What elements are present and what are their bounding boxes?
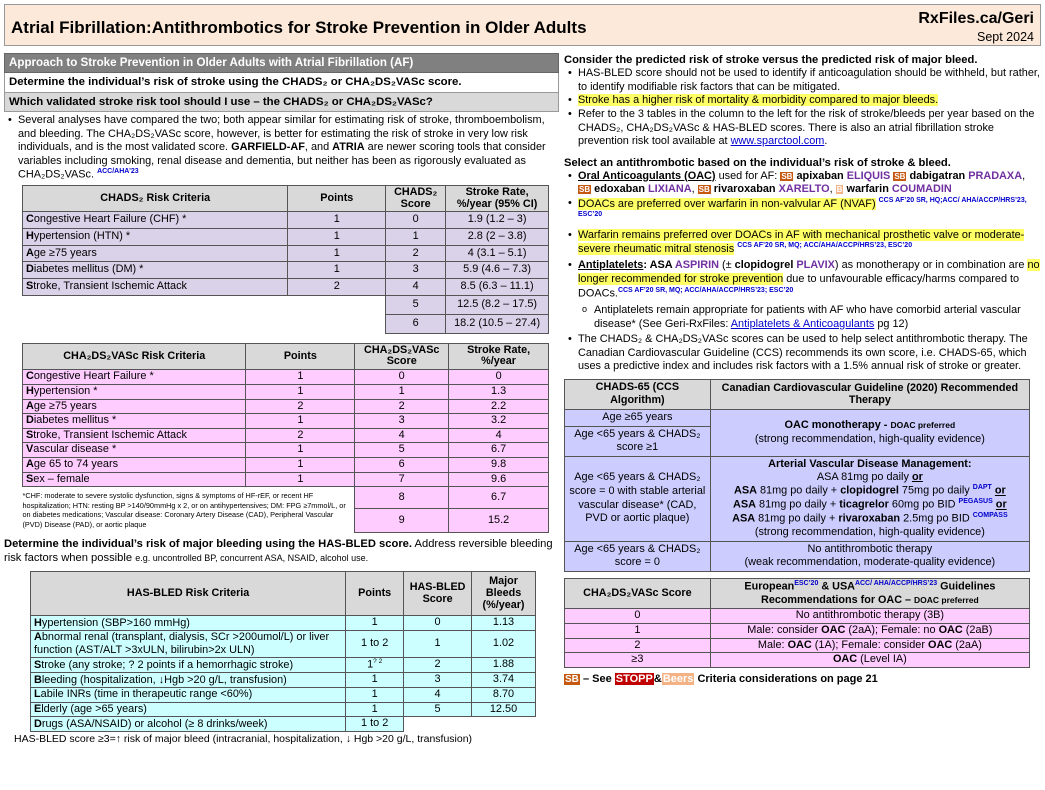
beers-badge: Beers: [662, 672, 694, 685]
table-row: [31, 658, 536, 673]
score-cell: 0: [355, 370, 449, 385]
stopp-badge: STOPP: [615, 672, 653, 685]
rate-cell: [472, 717, 536, 732]
chavasc-footnote: *CHF: moderate to severe systolic dysfunction, signs & symptoms of HF-rEF, or recent HF hospitalization; HTN: resting BP >140/90mmHg x 2, or on antihypertensives; DM: FPG ≥7mmol/L, or on diabetes medications; Vascular disease: Coronary Artery Disease (CAD), Peripheral Vascular (PVD) Disease (PAD), or aortic plaque: [23, 487, 355, 533]
rate-cell: 3.2: [449, 414, 549, 429]
ccs-oac-mono: OAC monotherapy - DOAC preferred (strong recommendation, high-quality evidence): [710, 409, 1029, 456]
antiplatelet-bullet: • Antiplatelets: ASA ASPIRIN (± clopidogrel PLAVIX) as monotherapy or in combination are no longer recommended for stroke prevention due to unfavourable efficacy/harms compared to DOACs.$^{CCS AF’20 SR, MQ; ACC/AHA/ACCP/HRS’23; ESC’20}$: [564, 259, 1041, 301]
hasbled-header-points: Points: [346, 572, 404, 616]
hasbled-note-bullet: • HAS-BLED score should not be used to identify if anticoagulation should be withheld, but rather, to identify modifiable risk factors that can be mitigated.: [564, 67, 1041, 94]
table-row: [565, 609, 1030, 624]
criteria-cell: Hypertension (SBP>160 mmHg): [31, 616, 346, 631]
table-row: [23, 262, 549, 279]
rate-cell: 1.9 (1.2 – 3): [446, 212, 549, 229]
rate-cell: 1.88: [472, 658, 536, 673]
points-cell: 1: [346, 688, 404, 703]
ccs-header-left: CHADS-65 (CCS Algorithm): [565, 380, 711, 410]
refer-tables-bullet: • Refer to the 3 tables in the column to the left for the risk of stroke/bleeds per year based on the CHADS₂, CHA₂DS₂VASc & HAS-BLED scores. There is also an atrial fibrillation stroke prevention risk tool available at www.sparctool.com.: [564, 108, 1041, 149]
right-column: [564, 53, 1041, 788]
points-cell: 1: [246, 443, 355, 458]
criteria-cell: Bleeding (hospitalization, ↓Hgb >20 g/L, transfusion): [31, 673, 346, 688]
rate-cell: 6.7: [449, 443, 549, 458]
points-cell: 1: [246, 384, 355, 399]
criteria-cell: Congestive Heart Failure (CHF) *: [23, 212, 288, 229]
points-cell: 1: [246, 458, 355, 473]
mortality-bullet: • Stroke has a higher risk of mortality & morbidity compared to major bleeds.: [564, 94, 1041, 108]
comparison-bullet: • Several analyses have compared the two; both appear similar for estimating risk of stroke, thromboembolism, and bleeding. The CHA₂DS₂VASc score, however, is better for estimating the risk of stroke in very low risk individuals, and is the most validated score. GARFIELD-AF, and ATRIA are newer scoring tools that consider variables including smoking, renal disease and dementia, but neither has been as rigorously evaluated as CHA₂DS₂VASc. $^{ACC/AHA’23}$: [4, 114, 559, 183]
page-title: Atrial Fibrillation:Antithrombotics for Stroke Prevention in Older Adults: [11, 18, 587, 37]
hasbled-table: [30, 571, 536, 732]
ccs-bullet: • The CHADS₂ & CHA₂DS₂VASc scores can be used to help select antithrombotic therapy. The Canadian Cardiovascular Guideline (CCS) recommends its own score, i.e. CHADS-65, which uses a predictive index and includes risk factors with a 1.5% annual risk of stroke or greater.: [564, 333, 1041, 374]
rate-cell: 4 (3.1 – 5.1): [446, 245, 549, 262]
ccs-no-antithrombotic: No antithrombotic therapy (weak recommendation, moderate-quality evidence): [710, 541, 1029, 571]
table-row: [23, 212, 549, 229]
chads2-header-score: CHADS₂ Score: [386, 185, 446, 212]
score-cell: 5: [386, 295, 446, 314]
score-cell: 9: [355, 509, 449, 533]
table-row: [23, 245, 549, 262]
chavasc-table: [22, 343, 549, 534]
score-cell: 1: [355, 384, 449, 399]
score-cell: 2: [386, 245, 446, 262]
empty-cell: [23, 314, 386, 333]
score-cell: 0: [404, 616, 472, 631]
points-cell: 1: [246, 472, 355, 487]
chavasc-header-rate: Stroke Rate, %/year: [449, 343, 549, 370]
rate-cell: 6.7: [449, 487, 549, 509]
recommendation-cell: Male: OAC (1A); Female: consider OAC (2aA): [710, 638, 1029, 653]
oac-bullet: • Oral Anticoagulants (OAC) used for AF: SB apixaban ELIQUIS SB dabigatran PRADAXA, SB edoxaban LIXIANA, SB rivaroxaban XARELTO, B warfarin COUMADIN: [564, 170, 1041, 197]
points-cell: 1 to 2: [346, 630, 404, 657]
chavasc-header-points: Points: [246, 343, 355, 370]
score-cell: 2: [355, 399, 449, 414]
score-cell: 3: [404, 673, 472, 688]
rate-cell: 9.8: [449, 458, 549, 473]
score-cell: 6: [355, 458, 449, 473]
score-cell: 8: [355, 487, 449, 509]
left-column: [4, 53, 559, 788]
ccs-age-lt65-1: Age <65 years & CHADS₂ score ≥1: [565, 426, 711, 456]
eu-header-left: CHA₂DS₂VASc Score: [565, 578, 711, 609]
points-cell: 1: [288, 245, 386, 262]
ccs-avd-management: Arterial Vascular Disease Management: ASA 81mg po daily or ASA 81mg po daily + clopidogrel 75mg po daily $^{DAPT}$ or ASA 81mg po daily + ticagrelor 60mg po BID $^{PEGASUS}$ or ASA 81mg po daily + rivaroxaban 2.5mg po BID $^{COMPASS}$ (strong recommendation, high-quality evidence): [710, 456, 1029, 541]
ccs-table: [564, 379, 1030, 572]
recommendation-cell: OAC (Level IA): [710, 653, 1029, 668]
score-cell: 2: [565, 638, 711, 653]
eu-header-right: European$^{ESC’20}$ & USA$^{ACC/ AHA/ACCP/HRS’23}$ Guidelines Recommendations for OAC – DOAC preferred: [710, 578, 1029, 609]
criteria-cell: Age ≥75 years: [23, 245, 288, 262]
table-row: [23, 314, 549, 333]
table-row: [23, 443, 549, 458]
ccs-header-right: Canadian Cardiovascular Guideline (2020) Recommended Therapy: [710, 380, 1029, 410]
table-row: [23, 472, 549, 487]
hasbled-header-criteria: HAS-BLED Risk Criteria: [31, 572, 346, 616]
rate-cell: 4: [449, 428, 549, 443]
ccs-age-lt65-zero: Age <65 years & CHADS₂ score = 0: [565, 541, 711, 571]
criteria-cell: Diabetes mellitus *: [23, 414, 246, 429]
empty-cell: [23, 295, 386, 314]
table-row: [23, 370, 549, 385]
antiplatelet-subbullet: o Antiplatelets remain appropriate for patients with AF who have comorbid arterial vascular disease* (See Geri-RxFiles: Antiplatelets & Anticoagulants pg 12): [564, 304, 1041, 331]
chads2-table: [22, 185, 549, 334]
sb-badge: SB: [894, 171, 906, 181]
rate-cell: 5.9 (4.6 – 7.3): [446, 262, 549, 279]
score-cell: 0: [386, 212, 446, 229]
criteria-cell: Age ≥75 years: [23, 399, 246, 414]
select-heading: Select an antithrombotic based on the individual’s risk of stroke & bleed.: [564, 156, 951, 169]
rate-cell: 3.74: [472, 673, 536, 688]
score-cell: 4: [404, 688, 472, 703]
footer-note: SB – See STOPP&Beers Criteria considerations on page 21: [565, 672, 878, 685]
rate-cell: 2.2: [449, 399, 549, 414]
score-cell: 3: [386, 262, 446, 279]
table-row: [31, 673, 536, 688]
table-row: [565, 638, 1030, 653]
points-cell: 1: [288, 212, 386, 229]
rate-cell: 18.2 (10.5 – 27.4): [446, 314, 549, 333]
criteria-cell: Drugs (ASA/NSAID) or alcohol (≥ 8 drinks/week): [31, 717, 346, 732]
sb-badge: SB: [698, 185, 710, 195]
score-cell: 0: [565, 609, 711, 624]
score-cell: ≥3: [565, 653, 711, 668]
rate-cell: 1.3: [449, 384, 549, 399]
score-cell: 4: [386, 278, 446, 295]
chavasc-header-score: CHA₂DS₂VASc Score: [355, 343, 449, 370]
criteria-cell: Hypertension (HTN) *: [23, 229, 288, 246]
points-cell: 2: [246, 399, 355, 414]
rate-cell: 1.13: [472, 616, 536, 631]
table-row: [23, 428, 549, 443]
criteria-cell: Hypertension *: [23, 384, 246, 399]
determine-risk-heading: Determine the individual’s risk of stroke using the CHADS₂ or CHA₂DS₂VASc score.: [4, 73, 559, 92]
points-cell: 1: [346, 673, 404, 688]
rate-cell: 12.5 (8.2 – 17.5): [446, 295, 549, 314]
table-row: [31, 616, 536, 631]
score-cell: 4: [355, 428, 449, 443]
score-cell: 3: [355, 414, 449, 429]
points-cell: 1: [288, 229, 386, 246]
rate-cell: 9.6: [449, 472, 549, 487]
rate-cell: 8.5 (6.3 – 11.1): [446, 278, 549, 295]
criteria-cell: Congestive Heart Failure *: [23, 370, 246, 385]
table-row: [23, 278, 549, 295]
score-cell: 7: [355, 472, 449, 487]
warfarin-bullet: • Warfarin remains preferred over DOACs in AF with mechanical prosthetic valve or moderate-severe rheumatic mitral stenosis $^{CCS AF’20 SR, MQ; ACC/AHA/ACCP/HRS’23, ESC’20}$: [564, 229, 1041, 257]
table-row: [23, 458, 549, 473]
hasbled-header-rate: Major Bleeds (%/year): [472, 572, 536, 616]
score-cell: [404, 717, 472, 732]
points-cell: 1: [246, 414, 355, 429]
sb-badge: SB: [781, 171, 793, 181]
chads2-header-rate: Stroke Rate, %/year (95% CI): [446, 185, 549, 212]
hasbled-header-score: HAS-BLED Score: [404, 572, 472, 616]
criteria-cell: Stroke, Transient Ischemic Attack: [23, 278, 288, 295]
brand-link[interactable]: RxFiles.ca/Geri: [918, 10, 1034, 27]
points-cell: 2: [246, 428, 355, 443]
points-cell: 2: [288, 278, 386, 295]
recommendation-cell: No antithrombotic therapy (3B): [710, 609, 1029, 624]
table-row: [23, 399, 549, 414]
table-row: [31, 717, 536, 732]
approach-bar: Approach to Stroke Prevention in Older Adults with Atrial Fibrillation (AF): [4, 53, 559, 73]
score-cell: 1: [386, 229, 446, 246]
chads2-header-criteria: CHADS₂ Risk Criteria: [23, 185, 288, 212]
score-cell: 5: [355, 443, 449, 458]
eu-usa-table: [564, 578, 1030, 668]
points-cell: 1: [246, 370, 355, 385]
hasbled-footer: HAS-BLED score ≥3=↑ risk of major bleed (intracranial, hospitalization, ↓ Hgb >20 g/L, transfusion): [14, 732, 473, 745]
table-row: [23, 487, 549, 509]
rate-cell: 8.70: [472, 688, 536, 703]
rate-cell: 1.02: [472, 630, 536, 657]
points-cell: 1: [288, 262, 386, 279]
table-row: [31, 702, 536, 717]
chavasc-header-criteria: CHA₂DS₂VASc Risk Criteria: [23, 343, 246, 370]
table-row: [565, 653, 1030, 668]
score-cell: 5: [404, 702, 472, 717]
criteria-cell: Age 65 to 74 years: [23, 458, 246, 473]
table-row: [31, 630, 536, 657]
sb-badge: SB: [579, 185, 591, 195]
ccs-age65: Age ≥65 years: [565, 409, 711, 426]
rate-cell: 12.50: [472, 702, 536, 717]
points-cell: 1: [346, 702, 404, 717]
rate-cell: 2.8 (2 – 3.8): [446, 229, 549, 246]
doac-preferred-bullet: • DOACs are preferred over warfarin in non-valvular AF (NVAF) $^{CCS AF’20 SR, HQ;ACC/ AHA/ACCP/HRS’23, ESC’20}$: [564, 197, 1041, 226]
criteria-cell: Abnormal renal (transplant, dialysis, SCr >200umol/L) or liver function (AST/ALT >3xULN, bilirubin>2x ULN): [31, 630, 346, 657]
criteria-cell: Labile INRs (time in therapeutic range <60%): [31, 688, 346, 703]
score-cell: 2: [404, 658, 472, 673]
score-cell: 1: [565, 623, 711, 638]
table-row: [23, 384, 549, 399]
beers-badge: B: [836, 185, 843, 195]
antiplatelets-link[interactable]: Antiplatelets & Anticoagulants: [730, 317, 875, 330]
score-cell: 1: [404, 630, 472, 657]
page-header: [4, 4, 1041, 46]
which-tool-heading: Which validated stroke risk tool should I use – the CHADS₂ or CHA₂DS₂VASc?: [4, 93, 559, 112]
table-row: [565, 623, 1030, 638]
points-cell: 1: [346, 616, 404, 631]
criteria-cell: Diabetes mellitus (DM) *: [23, 262, 288, 279]
points-cell: 1 to 2: [346, 717, 404, 732]
score-cell: 6: [386, 314, 446, 333]
rate-cell: 15.2: [449, 509, 549, 533]
recommendation-cell: Male: consider OAC (2aA); Female: no OAC (2aB): [710, 623, 1029, 638]
publish-date: Sept 2024: [977, 30, 1034, 44]
sparctool-link[interactable]: www.sparctool.com: [730, 135, 825, 148]
ccs-age-lt65-avd: Age <65 years & CHADS₂ score = 0 with stable arterial vascular disease* (CAD, PVD or aortic plaque): [565, 456, 711, 541]
chads2-header-points: Points: [288, 185, 386, 212]
consider-heading: Consider the predicted risk of stroke versus the predicted risk of major bleed.: [564, 54, 978, 66]
rate-cell: 0: [449, 370, 549, 385]
table-row: [23, 229, 549, 246]
table-row: [23, 414, 549, 429]
table-row: [31, 688, 536, 703]
criteria-cell: Stroke (any stroke; ? 2 points if a hemorrhagic stroke): [31, 658, 346, 673]
criteria-cell: Stroke, Transient Ischemic Attack: [23, 428, 246, 443]
criteria-cell: Vascular disease *: [23, 443, 246, 458]
table-row: [23, 295, 549, 314]
points-cell: $1^{? 2}$: [346, 658, 404, 673]
criteria-cell: Sex – female: [23, 472, 246, 487]
criteria-cell: Elderly (age >65 years): [31, 702, 346, 717]
bleed-heading: Determine the individual’s risk of major bleeding using the HAS-BLED score. Address reversible bleeding risk factors when possible e.g. uncontrolled BP, concurrent ASA, NSAID, alcohol use.: [4, 538, 553, 565]
